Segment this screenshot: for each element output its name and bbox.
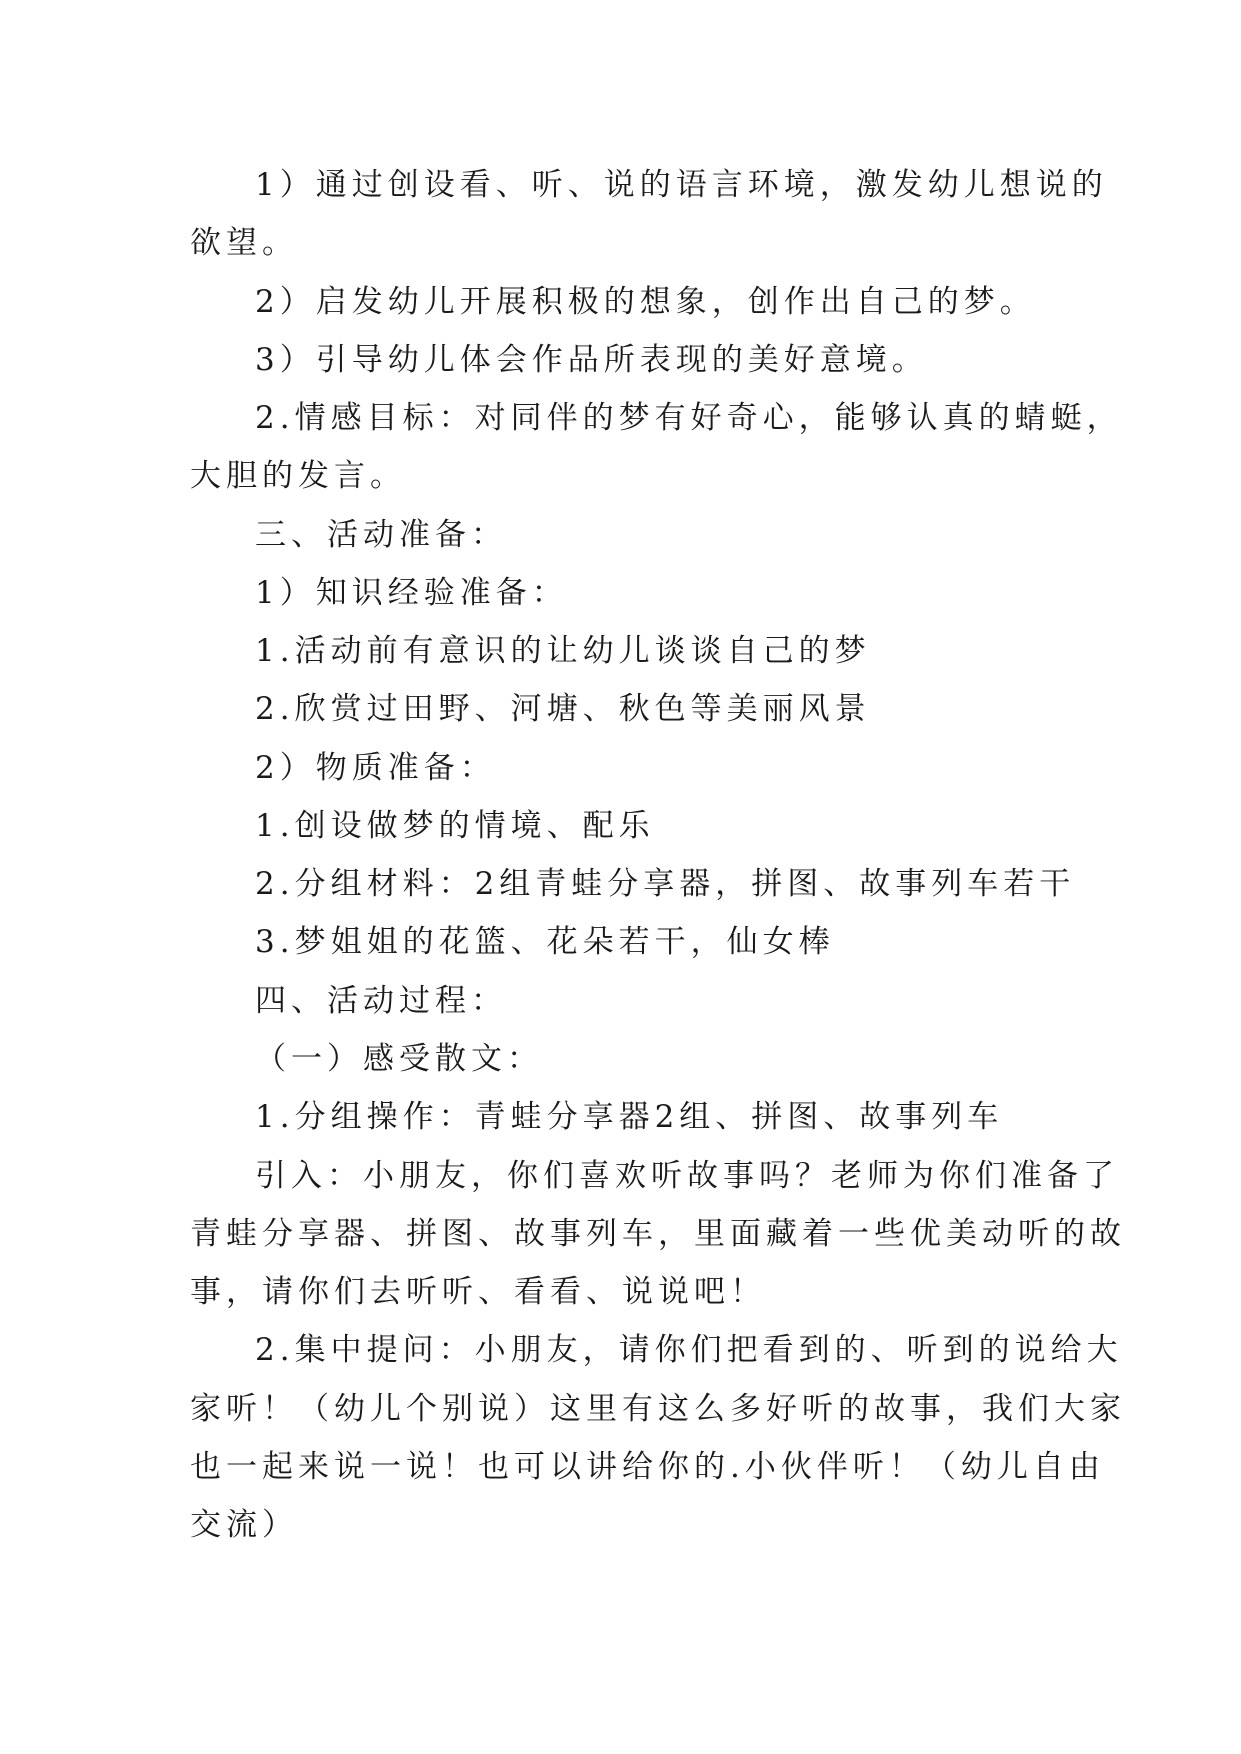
goal-item-3: 3）引导幼儿体会作品所表现的美好意境。 (255, 342, 928, 378)
material-prep-item-1: 1.创设做梦的情境、配乐 (255, 808, 655, 844)
emotional-goal-line-2: 大胆的发言。 (190, 458, 406, 494)
intro-paragraph-line-1: 引入：小朋友，你们喜欢听故事吗？老师为你们准备了 (255, 1158, 1119, 1194)
process-step-2-line-3: 也一起来说一说！也可以讲给你的.小伙伴听！（幼儿自由 (190, 1449, 1105, 1485)
material-prep-item-3: 3.梦姐姐的花篮、花朵若干，仙女棒 (255, 924, 835, 960)
intro-paragraph-line-2: 青蛙分享器、拼图、故事列车，里面藏着一些优美动听的故 (190, 1216, 1126, 1252)
emotional-goal-line-1: 2.情感目标：对同伴的梦有好奇心，能够认真的蜻蜓， (255, 400, 1123, 436)
knowledge-prep-item-1: 1.活动前有意识的让幼儿谈谈自己的梦 (255, 633, 871, 669)
subheading-knowledge-prep: 1）知识经验准备： (255, 575, 568, 611)
material-prep-item-2: 2.分组材料：2组青蛙分享器，拼图、故事列车若干 (255, 866, 1076, 902)
goal-item-1-line-1: 1）通过创设看、听、说的语言环境，激发幼儿想说的 (255, 167, 1108, 203)
section-heading-process: 四、活动过程： (255, 983, 507, 1019)
process-step-2-line-4: 交流） (190, 1507, 298, 1543)
goal-item-2: 2）启发幼儿开展积极的想象，创作出自己的梦。 (255, 284, 1036, 320)
goal-item-1-line-2: 欲望。 (190, 225, 298, 261)
section-heading-preparation: 三、活动准备： (255, 517, 507, 553)
knowledge-prep-item-2: 2.欣赏过田野、河塘、秋色等美丽风景 (255, 691, 871, 727)
intro-paragraph-line-3: 事，请你们去听听、看看、说说吧！ (190, 1274, 766, 1310)
process-step-2-line-2: 家听！（幼儿个别说）这里有这么多好听的故事，我们大家 (190, 1391, 1126, 1427)
subheading-prose: （一）感受散文： (255, 1041, 543, 1077)
subheading-material-prep: 2）物质准备： (255, 750, 496, 786)
process-step-1: 1.分组操作：青蛙分享器2组、拼图、故事列车 (255, 1099, 1004, 1135)
process-step-2-line-1: 2.集中提问：小朋友，请你们把看到的、听到的说给大 (255, 1332, 1123, 1368)
